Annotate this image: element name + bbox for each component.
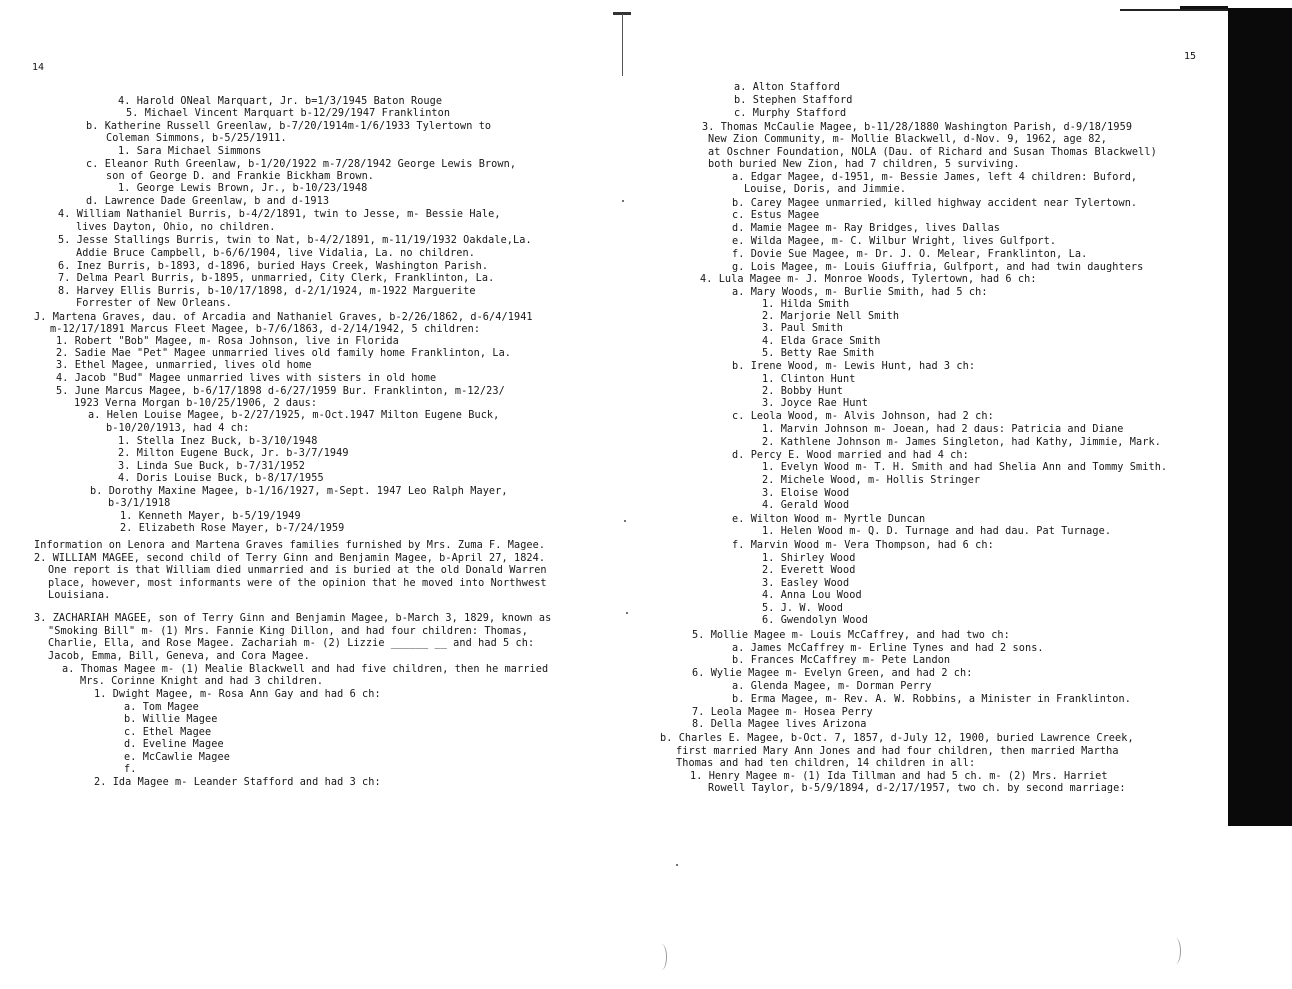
text-line: 4. Jacob "Bud" Magee unmarried lives with sisters in old home <box>56 373 437 384</box>
text-line: a. Glenda Magee, m- Dorman Perry <box>732 681 932 692</box>
text-line: b. Katherine Russell Greenlaw, b-7/20/1914m-1/6/1933 Tylertown to <box>86 121 492 132</box>
text-line: d. Lawrence Dade Greenlaw, b and d-1913 <box>86 196 330 207</box>
text-line: c. Estus Magee <box>732 210 820 221</box>
text-line: m-12/17/1891 Marcus Fleet Magee, b-7/6/1863, d-2/14/1942, 5 children: <box>50 324 481 335</box>
text-line: 2. Milton Eugene Buck, Jr. b-3/7/1949 <box>118 448 349 459</box>
gutter-line <box>622 14 623 76</box>
text-line: 2. Elizabeth Rose Mayer, b-7/24/1959 <box>120 523 345 534</box>
text-line: g. Lois Magee, m- Louis Giuffria, Gulfport, and had twin daughters <box>732 262 1144 273</box>
text-line: 8. Della Magee lives Arizona <box>692 719 867 730</box>
text-line: 5. J. W. Wood <box>762 603 844 614</box>
left-page <box>0 0 620 989</box>
text-line: b. Dorothy Maxine Magee, b-1/16/1927, m-Sept. 1947 Leo Ralph Mayer, <box>90 486 508 497</box>
text-line: 1. Helen Wood m- Q. D. Turnage and had dau. Pat Turnage. <box>762 526 1112 537</box>
text-line: 4. Gerald Wood <box>762 500 850 511</box>
text-line: lives Dayton, Ohio, no children. <box>76 222 276 233</box>
text-line: 1. Stella Inez Buck, b-3/10/1948 <box>118 436 318 447</box>
text-line: 5. Betty Rae Smith <box>762 348 875 359</box>
text-line: Thomas and had ten children, 14 children in all: <box>676 758 976 769</box>
text-line: 3. Ethel Magee, unmarried, lives old home <box>56 360 312 371</box>
scan-speck <box>626 612 628 614</box>
text-line: 4. Lula Magee m- J. Monroe Woods, Tylertown, had 6 ch: <box>700 274 1037 285</box>
text-line: d. Percy E. Wood married and had 4 ch: <box>732 450 969 461</box>
text-line: 3. Eloise Wood <box>762 488 850 499</box>
text-line: 3. Thomas McCaulie Magee, b-11/28/1880 Washington Parish, d-9/18/1959 <box>702 122 1133 133</box>
text-line: 1923 Verna Morgan b-10/25/1906, 2 daus: <box>74 398 318 409</box>
text-line: 1. Shirley Wood <box>762 553 856 564</box>
text-line: 5. June Marcus Magee, b-6/17/1898 d-6/27/1959 Bur. Franklinton, m-12/23/ <box>56 386 505 397</box>
text-line: Mrs. Corinne Knight and had 3 children. <box>80 676 324 687</box>
page-number: 14 <box>32 62 45 73</box>
text-line: 2. WILLIAM MAGEE, second child of Terry Ginn and Benjamin Magee, b-April 27, 1824. <box>34 553 546 564</box>
text-line: c. Eleanor Ruth Greenlaw, b-1/20/1922 m-7/28/1942 George Lewis Brown, <box>86 159 517 170</box>
text-line: place, however, most informants were of the opinion that he moved into Northwest <box>48 578 547 589</box>
text-line: 3. Linda Sue Buck, b-7/31/1952 <box>118 461 306 472</box>
text-line: b-3/1/1918 <box>108 498 171 509</box>
text-line: Coleman Simmons, b-5/25/1911. <box>106 133 287 144</box>
text-line: 6. Inez Burris, b-1893, d-1896, buried Hays Creek, Washington Parish. <box>58 261 489 272</box>
scan-speck <box>622 200 624 202</box>
text-line: b. Erma Magee, m- Rev. A. W. Robbins, a Minister in Franklinton. <box>732 694 1131 705</box>
text-line: d. Eveline Magee <box>124 739 224 750</box>
text-line: b. Charles E. Magee, b-Oct. 7, 1857, d-July 12, 1900, buried Lawrence Creek, <box>660 733 1134 744</box>
text-line: 5. Mollie Magee m- Louis McCaffrey, and had two ch: <box>692 630 1010 641</box>
text-line: 4. Anna Lou Wood <box>762 590 862 601</box>
text-line: b. Carey Magee unmarried, killed highway accident near Tylertown. <box>732 198 1138 209</box>
text-line: Rowell Taylor, b-5/9/1894, d-2/17/1957, two ch. by second marriage: <box>708 783 1126 794</box>
text-line: 2. Michele Wood, m- Hollis Stringer <box>762 475 981 486</box>
text-line: 1. Robert "Bob" Magee, m- Rosa Johnson, live in Florida <box>56 336 399 347</box>
scan-edge-shadow <box>1228 8 1292 826</box>
text-line: c. Leola Wood, m- Alvis Johnson, had 2 ch: <box>732 411 994 422</box>
text-line: 2. Everett Wood <box>762 565 856 576</box>
text-line: New Zion Community, m- Mollie Blackwell, d-Nov. 9, 1962, age 82, <box>708 134 1107 145</box>
text-line: Louisiana. <box>48 590 111 601</box>
text-line: at Oschner Foundation, NOLA (Dau. of Richard and Susan Thomas Blackwell) <box>708 147 1157 158</box>
text-line: 1. Dwight Magee, m- Rosa Ann Gay and had 6 ch: <box>94 689 381 700</box>
text-line: 1. Kenneth Mayer, b-5/19/1949 <box>120 511 301 522</box>
text-line: a. Thomas Magee m- (1) Mealie Blackwell and had five children, then he married <box>62 664 549 675</box>
text-line: a. Tom Magee <box>124 702 199 713</box>
text-line: f. Dovie Sue Magee, m- Dr. J. O. Melear, Franklinton, La. <box>732 249 1088 260</box>
text-line: 1. Henry Magee m- (1) Ida Tillman and had 5 ch. m- (2) Mrs. Harriet <box>690 771 1108 782</box>
page-number: 15 <box>1184 51 1197 62</box>
text-line: 1. Clinton Hunt <box>762 374 856 385</box>
right-page <box>628 0 1228 989</box>
text-line: e. McCawlie Magee <box>124 752 230 763</box>
text-line: f. Marvin Wood m- Vera Thompson, had 6 ch: <box>732 540 994 551</box>
text-line: f. <box>124 764 137 775</box>
scan-top-mark <box>1180 6 1228 9</box>
text-line: 7. Delma Pearl Burris, b-1895, unmarried, City Clerk, Franklinton, La. <box>58 273 495 284</box>
binding-hole-mark <box>656 944 667 970</box>
text-line: b. Stephen Stafford <box>734 95 853 106</box>
text-line: 8. Harvey Ellis Burris, b-10/17/1898, d-2/1/1924, m-1922 Marguerite <box>58 286 476 297</box>
text-line: One report is that William died unmarried and is buried at the old Donald Warren <box>48 565 547 576</box>
text-line: 4. Elda Grace Smith <box>762 336 881 347</box>
text-line: 3. Easley Wood <box>762 578 850 589</box>
text-line: 4. Harold ONeal Marquart, Jr. b=1/3/1945 Baton Rouge <box>118 96 443 107</box>
text-line: b. Frances McCaffrey m- Pete Landon <box>732 655 951 666</box>
binding-hole-mark <box>1170 938 1181 964</box>
text-line: Forrester of New Orleans. <box>76 298 232 309</box>
text-line: Charlie, Ella, and Rose Magee. Zachariah m- (2) Lizzie ______ __ and had 5 ch: <box>48 638 535 649</box>
text-line: Louise, Doris, and Jimmie. <box>744 184 907 195</box>
text-line: son of George D. and Frankie Bickham Brown. <box>106 171 375 182</box>
text-line: J. Martena Graves, dau. of Arcadia and Nathaniel Graves, b-2/26/1862, d-6/4/1941 <box>34 312 533 323</box>
text-line: 6. Gwendolyn Wood <box>762 615 868 626</box>
text-line: 7. Leola Magee m- Hosea Perry <box>692 707 873 718</box>
text-line: e. Wilton Wood m- Myrtle Duncan <box>732 514 926 525</box>
text-line: Addie Bruce Campbell, b-6/6/1904, live Vidalia, La. no children. <box>76 248 475 259</box>
scan-speck <box>676 864 678 866</box>
text-line: 3. Joyce Rae Hunt <box>762 398 868 409</box>
text-line: "Smoking Bill" m- (1) Mrs. Fannie King Dillon, and had four children: Thomas, <box>48 626 528 637</box>
text-line: a. James McCaffrey m- Erline Tynes and had 2 sons. <box>732 643 1044 654</box>
text-line: 4. Doris Louise Buck, b-8/17/1955 <box>118 473 324 484</box>
text-line: 1. Marvin Johnson m- Joean, had 2 daus: Patricia and Diane <box>762 424 1124 435</box>
text-line: 3. ZACHARIAH MAGEE, son of Terry Ginn and Benjamin Magee, b-March 3, 1829, known as <box>34 613 552 624</box>
text-line: d. Mamie Magee m- Ray Bridges, lives Dallas <box>732 223 1001 234</box>
text-line: 2. Bobby Hunt <box>762 386 844 397</box>
text-line: both buried New Zion, had 7 children, 5 surviving. <box>708 159 1020 170</box>
text-line: 2. Kathlene Johnson m- James Singleton, had Kathy, Jimmie, Mark. <box>762 437 1161 448</box>
text-line: 5. Jesse Stallings Burris, twin to Nat, b-4/2/1891, m-11/19/1932 Oakdale,La. <box>58 235 532 246</box>
text-line: b. Irene Wood, m- Lewis Hunt, had 3 ch: <box>732 361 976 372</box>
text-line: 2. Sadie Mae "Pet" Magee unmarried lives old family home Franklinton, La. <box>56 348 512 359</box>
text-line: a. Helen Louise Magee, b-2/27/1925, m-Oct.1947 Milton Eugene Buck, <box>88 410 500 421</box>
text-line: a. Mary Woods, m- Burlie Smith, had 5 ch: <box>732 287 988 298</box>
text-line: e. Wilda Magee, m- C. Wilbur Wright, lives Gulfport. <box>732 236 1057 247</box>
text-line: b-10/20/1913, had 4 ch: <box>106 423 250 434</box>
text-line: c. Ethel Magee <box>124 727 212 738</box>
scan-speck <box>624 520 626 522</box>
text-line: 4. William Nathaniel Burris, b-4/2/1891, twin to Jesse, m- Bessie Hale, <box>58 209 501 220</box>
text-line: 5. Michael Vincent Marquart b-12/29/1947 Franklinton <box>126 108 451 119</box>
text-line: b. Willie Magee <box>124 714 218 725</box>
scan-top-mark <box>1120 9 1228 11</box>
text-line: first married Mary Ann Jones and had four children, then married Martha <box>676 746 1119 757</box>
text-line: c. Murphy Stafford <box>734 108 847 119</box>
text-line: 2. Ida Magee m- Leander Stafford and had 3 ch: <box>94 777 381 788</box>
text-line: 3. Paul Smith <box>762 323 844 334</box>
text-line: 1. Hilda Smith <box>762 299 850 310</box>
text-line: 1. Sara Michael Simmons <box>118 146 262 157</box>
text-line: 2. Marjorie Nell Smith <box>762 311 900 322</box>
text-line: 1. George Lewis Brown, Jr., b-10/23/1948 <box>118 183 368 194</box>
text-line: a. Alton Stafford <box>734 82 840 93</box>
text-line: Jacob, Emma, Bill, Geneva, and Cora Magee. <box>48 651 310 662</box>
text-line: a. Edgar Magee, d-1951, m- Bessie James, left 4 children: Buford, <box>732 172 1138 183</box>
text-line: Information on Lenora and Martena Graves families furnished by Mrs. Zuma F. Magee. <box>34 540 546 551</box>
text-line: 1. Evelyn Wood m- T. H. Smith and had Shelia Ann and Tommy Smith. <box>762 462 1168 473</box>
text-line: 6. Wylie Magee m- Evelyn Green, and had 2 ch: <box>692 668 973 679</box>
